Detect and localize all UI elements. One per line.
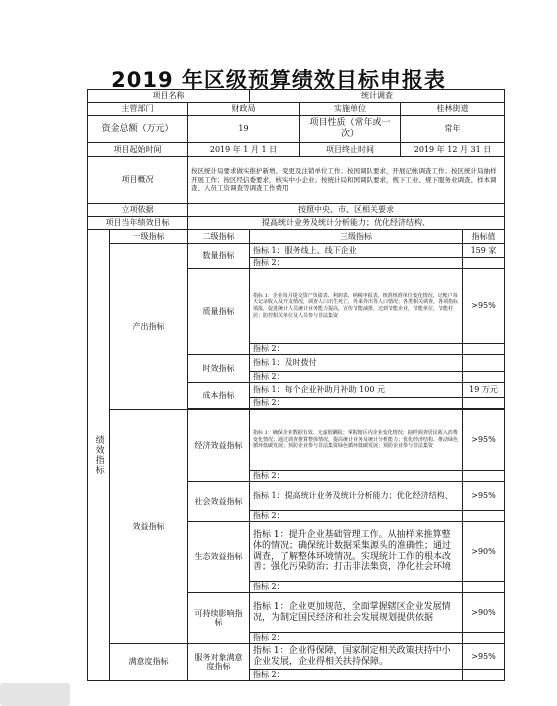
start-label: 项目起始时间 [88, 143, 188, 157]
ecological-v2 [463, 582, 505, 593]
side-label: 绩效指标 [88, 230, 110, 681]
satisfaction-label: 满意度指标 [110, 644, 188, 681]
table-row [88, 644, 505, 670]
quantity-i2: 指标 2： [250, 258, 463, 269]
social-label: 社会效益指标 [188, 482, 250, 522]
header-value: 指标值 [463, 230, 505, 244]
output-label: 产出指标 [110, 244, 188, 410]
row-annual-goal [88, 217, 505, 230]
ecological-v1: >90% [463, 522, 505, 582]
header-level2: 二级指标 [188, 230, 250, 244]
social-v2 [463, 511, 505, 522]
quality-i2: 指标 2： [250, 344, 463, 355]
economic-i2: 指标 2： [250, 471, 463, 482]
overview-text: 按区统计局要求做实推护新增、变更及注销单位工作；按国调队要求，开展记帐调查工作；按区统计局抽样开展工作；按区经信委要求，核实中小企业；按统计局和国调队要求，规下工业、规下服务业调查、样本调查、人员工资调查等调查工作费用 [188, 157, 505, 204]
table-row [88, 244, 505, 258]
sustain-v2 [463, 633, 505, 644]
page-title: 2019 年区级预算绩效目标申报表 [111, 68, 446, 92]
row-project-name [88, 90, 505, 103]
economic-label: 经济效益指标 [188, 410, 250, 482]
sustain-label: 可持续影响指标 [188, 593, 250, 644]
annual-goal-value: 提高统计业务及统计分析能力；优化经济结构、 [188, 217, 505, 230]
row-dept [88, 103, 505, 116]
row-overview [88, 157, 505, 204]
satisfaction-i2: 指标 2： [250, 670, 463, 681]
cost-v1: 19 万元 [463, 383, 505, 398]
project-name-value: 统计调查 [250, 90, 505, 103]
quantity-label: 数量指标 [188, 244, 250, 269]
corner-shadow [0, 683, 70, 706]
dept-label: 主管部门 [88, 103, 188, 116]
annual-goal-label: 项目当年绩效目标 [88, 217, 188, 230]
quantity-i1: 指标 1：服务线上、线下企业 [250, 244, 463, 258]
cost-v2 [463, 398, 505, 409]
social-v1: >95% [463, 482, 505, 511]
dept-value: 财政局 [188, 103, 300, 116]
economic-i1: 指标 1：确保企业数据有效、无虚假瞒报；掌握辖区内企业变化情况；抽样调查居民收入消费变化情况；通过调查推算整体情况，提高统计业务及统计分析能力；优化经济结构、推动绿色循环低碳发展；预防企业参与非法集资绿色循环低碳发展；预防企业参与非法集资 [250, 410, 463, 471]
end-value: 2019 年 12 月 31 日 [401, 143, 505, 157]
nature-label: 项目性质（常年或一次） [300, 116, 401, 143]
row-basis [88, 204, 505, 217]
satisfaction-i1: 指标 1：企业得保障，国家制定相关政策扶持中小企业发展，企业得相关扶持保障。 [250, 644, 463, 670]
time-label: 时效指标 [188, 355, 250, 383]
time-i2: 指标 2： [250, 372, 463, 383]
satisfaction-v2 [463, 670, 505, 681]
cost-label: 成本指标 [188, 383, 250, 409]
budget-form-table [87, 89, 505, 681]
time-v1 [463, 355, 505, 372]
ecological-i1: 指标 1：提升企业基础管理工作。从抽样来推算整体的情况；确保统计数据采集源头的准确性；通过调查，了解整体环境情况。实现统计工作的根本改善；强化污染防治；打击非法集资，净化社会环境 [250, 522, 463, 582]
social-i1: 指标 1：提高统计业务及统计分析能力；优化经济结构、 [250, 482, 463, 511]
project-name-label: 项目名称 [88, 90, 250, 103]
header-level1: 一级指标 [110, 230, 188, 244]
basis-value: 按照中央、市、区相关要求 [188, 204, 505, 217]
quality-label: 质量指标 [188, 269, 250, 355]
cost-i1: 指标 1：每个企业补助月补助 100 元 [250, 383, 463, 398]
funds-value: 19 [188, 116, 300, 143]
quality-v1: >95% [463, 269, 505, 344]
sustain-i2: 指标 2： [250, 633, 463, 644]
time-v2 [463, 372, 505, 383]
economic-v1: >95% [463, 410, 505, 471]
overview-label: 项目概况 [88, 157, 188, 204]
header-level3: 三级指标 [250, 230, 463, 244]
quantity-v1: 159 家 [463, 244, 505, 258]
time-i1: 指标 1：及时拨付 [250, 355, 463, 372]
quality-i1: 指标 1：企业每月提交资产负债表、利润表、纳税申报表，核准核准单位变化情况，记帐户每天记录收入及开支情况，调查人口出生死亡，外来外出等人口情况；各类相关调查，各项指标填报，促进统计人员统计业务能力提高，宣传节能减排，达到节能企业，节能单位，节能村居；防控相关单位及人员参与非法集资 [250, 269, 463, 344]
row-funds [88, 116, 505, 143]
benefit-label: 效益指标 [110, 410, 188, 644]
sustain-v1: >90% [463, 593, 505, 633]
social-i2: 指标 2： [250, 511, 463, 522]
satisfaction-v1: >95% [463, 644, 505, 670]
quality-v2 [463, 344, 505, 355]
table-row [88, 410, 505, 471]
impl-value: 桂林街道 [401, 103, 505, 116]
sustain-i1: 指标 1：企业更加规范，全面掌握辖区企业发展情况，为制定国民经济和社会发展规划提供依据 [250, 593, 463, 633]
end-label: 项目终止时间 [300, 143, 401, 157]
quantity-v2 [463, 258, 505, 269]
row-headers [88, 230, 505, 244]
funds-label: 资金总额（万元） [88, 116, 188, 143]
impl-label: 实施单位 [300, 103, 401, 116]
start-value: 2019 年 1 月 1 日 [188, 143, 300, 157]
satisfaction-sub: 服务对象满意度指标 [188, 644, 250, 681]
cost-i2: 指标 2： [250, 398, 463, 409]
ecological-label: 生态效益指标 [188, 522, 250, 593]
ecological-i2: 指标 2： [250, 582, 463, 593]
row-dates [88, 143, 505, 157]
economic-v2 [463, 471, 505, 482]
basis-label: 立项依据 [88, 204, 188, 217]
nature-value: 常年 [401, 116, 505, 143]
